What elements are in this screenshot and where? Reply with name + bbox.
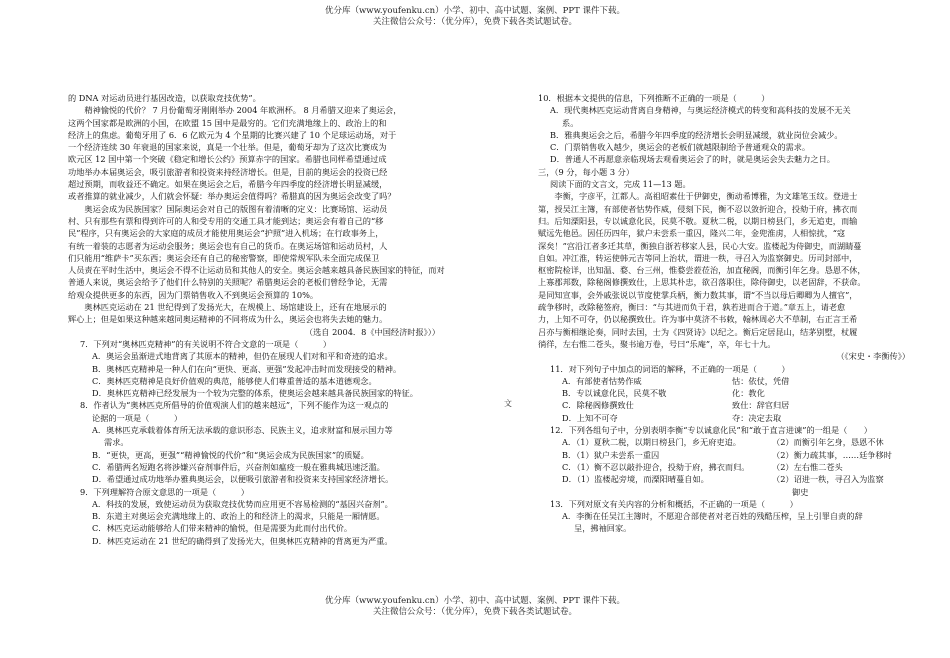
classical-line: 深矣！”宫沿江者多迁其草，衡独自浙若移家人县，民心大安。监楼起为侍御史，而湖睛蔓	[538, 240, 862, 251]
classical-line: 是同知宣事，会外戚张说以节度使掌兵柄，衡力数其事，谓“不当以母后卿卿为人擅官”，	[538, 289, 858, 300]
passage-line: 辉心上；但是如果这种越来越同奥运精神的不同将成为什么，奥运会也将失去她的魅力。	[68, 314, 388, 325]
option-11d	[538, 412, 930, 424]
option-9d: D．林匹克运动在 21 世纪的确得到了发扬光大，但奥林匹克精神的背离更为严重。	[92, 535, 393, 546]
option-10a: A．现代奥林匹克运动背离自身精神，与奥运经济模式的转变和高科技的发展不无关	[550, 105, 851, 116]
option-11d-gloss: 夺：决定去取	[732, 412, 782, 423]
passage-line: 精神愉悦的代价？ 7 月份葡萄牙刚刚举办 2004 年欧洲杯。 8 月希腊又迎来了奥运会，	[68, 105, 402, 116]
option-11a-text: A．有部使者怙势作威	[562, 375, 642, 386]
option-12c-1: C．（1）衡不忍以敲扑迎合，投劾于府，拂衣而归。	[562, 461, 750, 472]
option-12a-2: （2）而衡引年乞身，恳恩不休	[772, 437, 884, 448]
passage-line: 有统一着装的志愿者为运动会服务；奥运会也有自己的货币。在奥运场馆和运动员村，人	[68, 240, 388, 251]
header-line-2: 关注微信公众号：（优分库），免费下载各类试题试卷。	[372, 17, 577, 27]
option-11a-gloss: 怙：依仗，凭借	[732, 375, 790, 386]
option-9a: A．科技的发展，致使运动员为获取竞技优势而应用更不容易检测的“基因兴奋剂”。	[92, 498, 393, 509]
passage-line: 一个经济连续 30 年衰退的国家来说，真是一个壮举。但是，葡萄牙却为了这次比赛成为	[68, 142, 387, 153]
question-10: 10．根据本文提供的信息，下列推断不正确的一项是（ ）	[538, 93, 770, 103]
footer-line-1: 优分库（www.youfenku.cn）小学、初中、高中试题、案例、PPT 课件下载。	[325, 596, 625, 606]
option-12d-cont: 御史	[792, 486, 809, 497]
option-10c: C．门票销售收入越少，奥运会的老板们就越限制给予普通观众的需求。	[550, 142, 811, 153]
classical-line: 第，授吴江主簿，有部使者怙势作威，侵刻下民，衡不忍以敛折迎合，投劾于府，拂衣而	[538, 203, 858, 214]
section-3-instruction: 阅读下面的文言文，完成 11—13 题。	[550, 179, 691, 190]
option-7d: D．奥林匹克精神已经发展为一个较为完整的体系，使奥运会越来越具备民族国家的特征。	[92, 388, 418, 399]
page-footer	[0, 596, 950, 618]
question-11: 11．对下列句子中加点的词语的解释，不正确的一项是（ ）	[550, 363, 790, 374]
option-10a-cont: 系。	[562, 117, 579, 128]
classical-line: 李衡，字彦平，江都人。高祖昭素仕于伊御史，衡动希博雅，为文雄笔玉纹。登进士	[538, 191, 858, 202]
page-header	[0, 6, 950, 28]
passage-line: 的 DNA 对运动员进行基因改造，以获取竞技优势”。	[68, 93, 261, 103]
question-7: 7．下列对“奥林匹克精神”的有关说明不符合文意的一项是（ ）	[80, 338, 332, 349]
classical-line: 赋远先他邑。因任历四年，狱户未尝系一重囚，隆兴二年，金兜淮虏，人相惊扰，“寇	[538, 228, 846, 239]
footer-line-2: 关注微信公众号：（优分库），免费下载各类试题试卷。	[372, 607, 577, 617]
option-11a	[538, 375, 930, 387]
option-11c-gloss: 致仕：辞官归居	[732, 400, 790, 411]
passage-line: 民”程序，只有奥运会的大家庭的成员才能使用奥运会“护照”进入机场；在行政事务上，	[68, 228, 384, 239]
left-column	[68, 92, 460, 547]
option-12d-1: D．（1）监楼起旁境，而溧阳晴蔓自如。	[562, 474, 709, 485]
passage-line: 人员责在平时生活中，奥运会不得不让运动员和其他人的安全。奥运会越来越具备民族国家的特征，而对	[68, 265, 445, 276]
option-7b: B．奥林匹克精神是一种人们在向“更快、更高、更强”发起冲击时而发现接受的精神。	[92, 363, 402, 374]
passage-line: 功地举办本届奥运会，吸引旅游者和投资来持经济增长。但是，目前的奥运会的投资已经	[68, 166, 388, 177]
passage-line: 奥林匹克运动在 21 世纪得到了发扬光大，在规模上、场馆建设上，还有在地展示的	[68, 302, 387, 313]
classical-line: 归。后知溧阳县，专以诚意化民，民莫不敬。夏秋二税，以期日榜县门，乡无追吏，而输	[538, 215, 858, 226]
passage-line: 或者推算的就业减少，人们就会怀疑：举办奥运会值得吗？希腊真的因为奥运会改变了吗？	[68, 191, 396, 202]
classical-line: 疏争移时，改除秘签府，衡曰：“与其进而负于君，孰若进而合于道。”章五上，请老愈	[538, 302, 846, 313]
passage-line: 这两个国家都是欧洲的小国，在欧盟 15 国中是最穷的。它们充满地缘上的、政治上的和	[68, 117, 387, 128]
option-10d: D．普通人不再愿意亲临现场去观看奥运会了的时，就是奥运会失去魅力之日。	[550, 154, 835, 165]
option-7c: C．奥林匹克精神是良好价值观的典范，能够使人们尊重普适的基本道德观念。	[92, 375, 377, 386]
section-3-title: 三，（9 分，每小题 3 分）	[538, 166, 635, 177]
option-7a: A．奥运会虽渐进式地背离了其原本的精神，但仍在展现人们对和平和奇迹的追求。	[92, 351, 393, 362]
option-12d-2: （2）诏进一秩，寻召入为监察	[772, 474, 884, 485]
passage-line: 欧元区 12 国中第一个突破《稳定和增长公约》预算赤字的国家。希腊也同样希望通过成	[68, 154, 387, 165]
passage-line: 经济上的焦虑。葡萄牙用了 6．6 亿欧元为 4 个星期的比赛兴建了 10 个足球运动场，对于	[68, 129, 397, 140]
option-12a	[538, 436, 930, 448]
option-8c: C．希腊两名短跑名将涉嫌兴奋剂事件后，兴奋剂如瘟疫一般在雅典城迅速泛滥。	[92, 461, 385, 472]
option-11b	[538, 387, 930, 399]
header-line-1: 优分库（www.youfenku.cn）小学、初中、高中试题、案例、PPT 课件下载。	[325, 6, 625, 16]
option-12c-2: （2）左右惟二苍头	[772, 461, 843, 472]
option-8a: A．奥林匹克承载着体育所无法承载的意识形态、民族主义，追求财富和展示国力等	[92, 425, 393, 436]
option-11b-text: B．专以诚意化民，民莫不敬	[562, 388, 667, 399]
option-12a-1: A．（1）夏秋二税，以期日榜县门，乡无府吏追。	[562, 437, 741, 448]
classical-line: 枢密院检详，出知温、婺、台三州，惟婺尝蒞莅治，加直秘阁，而衡引年乞身。恳恩不休，	[538, 265, 866, 276]
option-12c	[538, 461, 930, 473]
question-13: 13．下列对原文有关内容的分析和概括，不正确的一项是（ ）	[550, 498, 798, 509]
option-9b: B．东道主对奥运会充满地缘上的、政治上的和经济上的渴求，只能是一厢情愿。	[92, 511, 385, 522]
option-10b: B．雅典奥运会之后，希腊今年四季度的经济增长会明显减缓，就业岗位会减少。	[550, 129, 843, 140]
option-13a: A．李衡在任吴江主簿时，不愿迎合部使者对老百姓的残酷压榨，呈上引罪自责的辞	[562, 511, 863, 522]
option-11c	[538, 399, 930, 411]
option-12b-2: （2）衡力疏其事，……廷争移时	[772, 449, 892, 460]
question-12: 12．下列各组句子中，分别表明李衡“专以诚意化民”和“敢于直言进谏”的一组是（ ）	[550, 425, 872, 436]
option-12b	[538, 449, 930, 461]
passage-line: 普通人来说，奥运会给予了他们什么特别的关照呢？希腊奥运会的老板们曾经争论，无需	[68, 277, 388, 288]
classical-line: 徜徉，左右惟二苍头，聚书逾万卷，号曰“乐庵”，卒，年七十九。	[538, 338, 776, 349]
margin-mark: 文	[504, 399, 512, 408]
classical-line: 自如。冲江淮，转运使韩元吉等同上治状，谓进一秩，寻召入为监察御史。历司封部中，	[538, 252, 858, 263]
option-8a-cont: 需求。	[104, 437, 129, 448]
option-9c: C．林匹克运动能够给人们带来精神的愉悦，但是需要为此而付出代价。	[92, 523, 353, 534]
option-12d	[538, 473, 930, 485]
option-12b-1: B．（1）狱户未尝系一重囚	[562, 449, 660, 460]
classical-source: （《宋史・李衡传》）	[836, 351, 910, 362]
passage-line: 超过预期，而收益还不确定。如果在奥运会之后，希腊今年四季度的经济增长明显减缓，	[68, 179, 388, 190]
option-13a-cont: 呈，拂袖回家。	[574, 523, 632, 534]
question-8: 8．作者认为“奥林匹克所倡导的价值观演人们的越来越远”，下列不能作为这一观点的	[80, 400, 389, 411]
passage-source: （选自 2004．8《中国经济时报》））	[304, 326, 440, 337]
option-8b: B．“更快，更高，更强”“精神愉悦的代价”和“奥运会成为民族国家”的质疑。	[92, 449, 369, 460]
option-8d: D．希望通过成功地举办雅典奥运会，以便吸引旅游者和投资来支持国家经济增长。	[92, 474, 394, 485]
option-11c-text: C．除秘阁修撰致仕	[562, 400, 634, 411]
right-column	[538, 92, 930, 535]
classical-line: 吕亦与衡相继论奏，同时去国，士为《四贤诗》以纪之。衡后定居昆山，结茅别墅，杖履	[538, 326, 858, 337]
classical-line: 力，上知不可夺，仍以秘撰致仕。许为事中莫济不书敕，翰林周必大不草制，右正言王希	[538, 314, 858, 325]
passage-line: 奥运会成为民族国家？国际奥运会对自己的版图有着清晰的定义：比赛场馆、运动员	[68, 203, 388, 214]
passage-line: 们只能用“维萨卡”买东西；奥运会还有自己的秘密警察，即使常规军队未全面完成保卫	[68, 252, 380, 263]
classical-line: 上寡郡邦数，除秘阁修撰致仕，上思其朴忠，欲召落职住，除侍御史，以老固辞，不获命。	[538, 277, 866, 288]
question-9: 9．下列理解符合原文意思的一项是（ ）	[80, 486, 249, 497]
passage-line: 村、只有那些有票和得到许可的人和受专用的交通工具才能到达；奥运会有着自己的“移	[68, 215, 384, 226]
passage-line: 给观众提供更多的东西，因为门票销售收入不到奥运会预算的 10%。	[68, 289, 319, 300]
option-11b-gloss: 化：教化	[732, 388, 765, 399]
question-8-cont: 论据的一项是（ ）	[92, 412, 183, 423]
option-11d-text: D．上知不可夺	[562, 412, 618, 423]
